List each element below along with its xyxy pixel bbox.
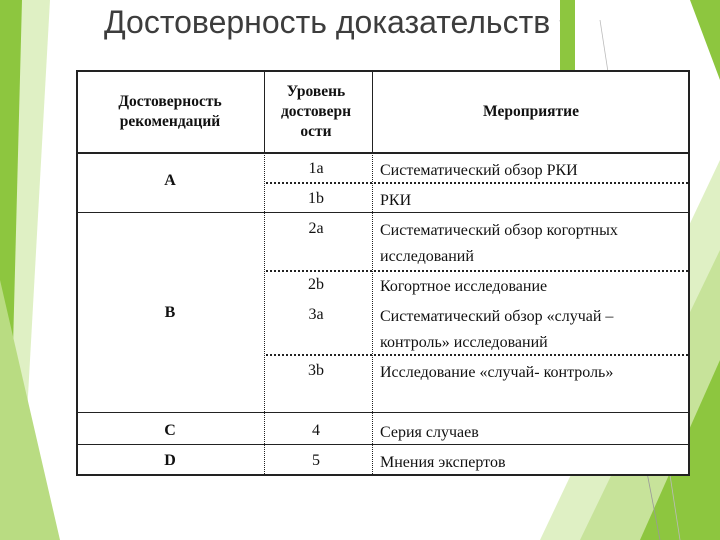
- measure-cell: Систематический обзор когортных исследований: [380, 222, 618, 265]
- level-cell: 3a: [308, 306, 324, 323]
- measure-cell: Серия случаев: [380, 424, 479, 441]
- column-divider: [264, 152, 265, 474]
- group-divider: [78, 212, 688, 213]
- header-measure: Мероприятие: [483, 103, 579, 120]
- header-grade: Достоверность рекомендаций: [118, 93, 222, 130]
- measure-cell: Систематический обзор «случай – контроль» исследований: [380, 308, 614, 351]
- measure-cell: Когортное исследование: [380, 278, 548, 295]
- slide-title: Достоверность доказательств: [104, 4, 551, 40]
- level-cell: 1b: [308, 190, 324, 207]
- level-cell: 2b: [308, 276, 324, 293]
- evidence-table: [76, 70, 690, 476]
- row-divider: [266, 354, 688, 356]
- header-column-divider: [372, 72, 373, 152]
- level-cell: 3b: [308, 362, 324, 379]
- level-cell: 2a: [308, 220, 324, 237]
- level-cell: 5: [312, 452, 320, 469]
- header-divider: [78, 152, 688, 154]
- grade-d: D: [164, 452, 176, 469]
- measure-cell: Систематический обзор РКИ: [380, 162, 578, 179]
- group-divider: [78, 412, 688, 413]
- column-divider: [372, 152, 373, 474]
- row-divider: [266, 182, 688, 184]
- measure-cell: РКИ: [380, 192, 412, 209]
- level-cell: 1a: [308, 160, 324, 177]
- measure-cell: Исследование «случай- контроль»: [380, 364, 614, 381]
- grade-a: A: [164, 172, 176, 189]
- grade-c: C: [164, 422, 176, 439]
- grade-b: B: [164, 304, 176, 321]
- level-cell: 4: [312, 422, 320, 439]
- row-divider: [266, 270, 688, 272]
- header-level: Уровень достоверн ости: [280, 83, 352, 140]
- group-divider: [78, 444, 688, 445]
- header-column-divider: [264, 72, 265, 152]
- measure-cell: Мнения экспертов: [380, 454, 506, 471]
